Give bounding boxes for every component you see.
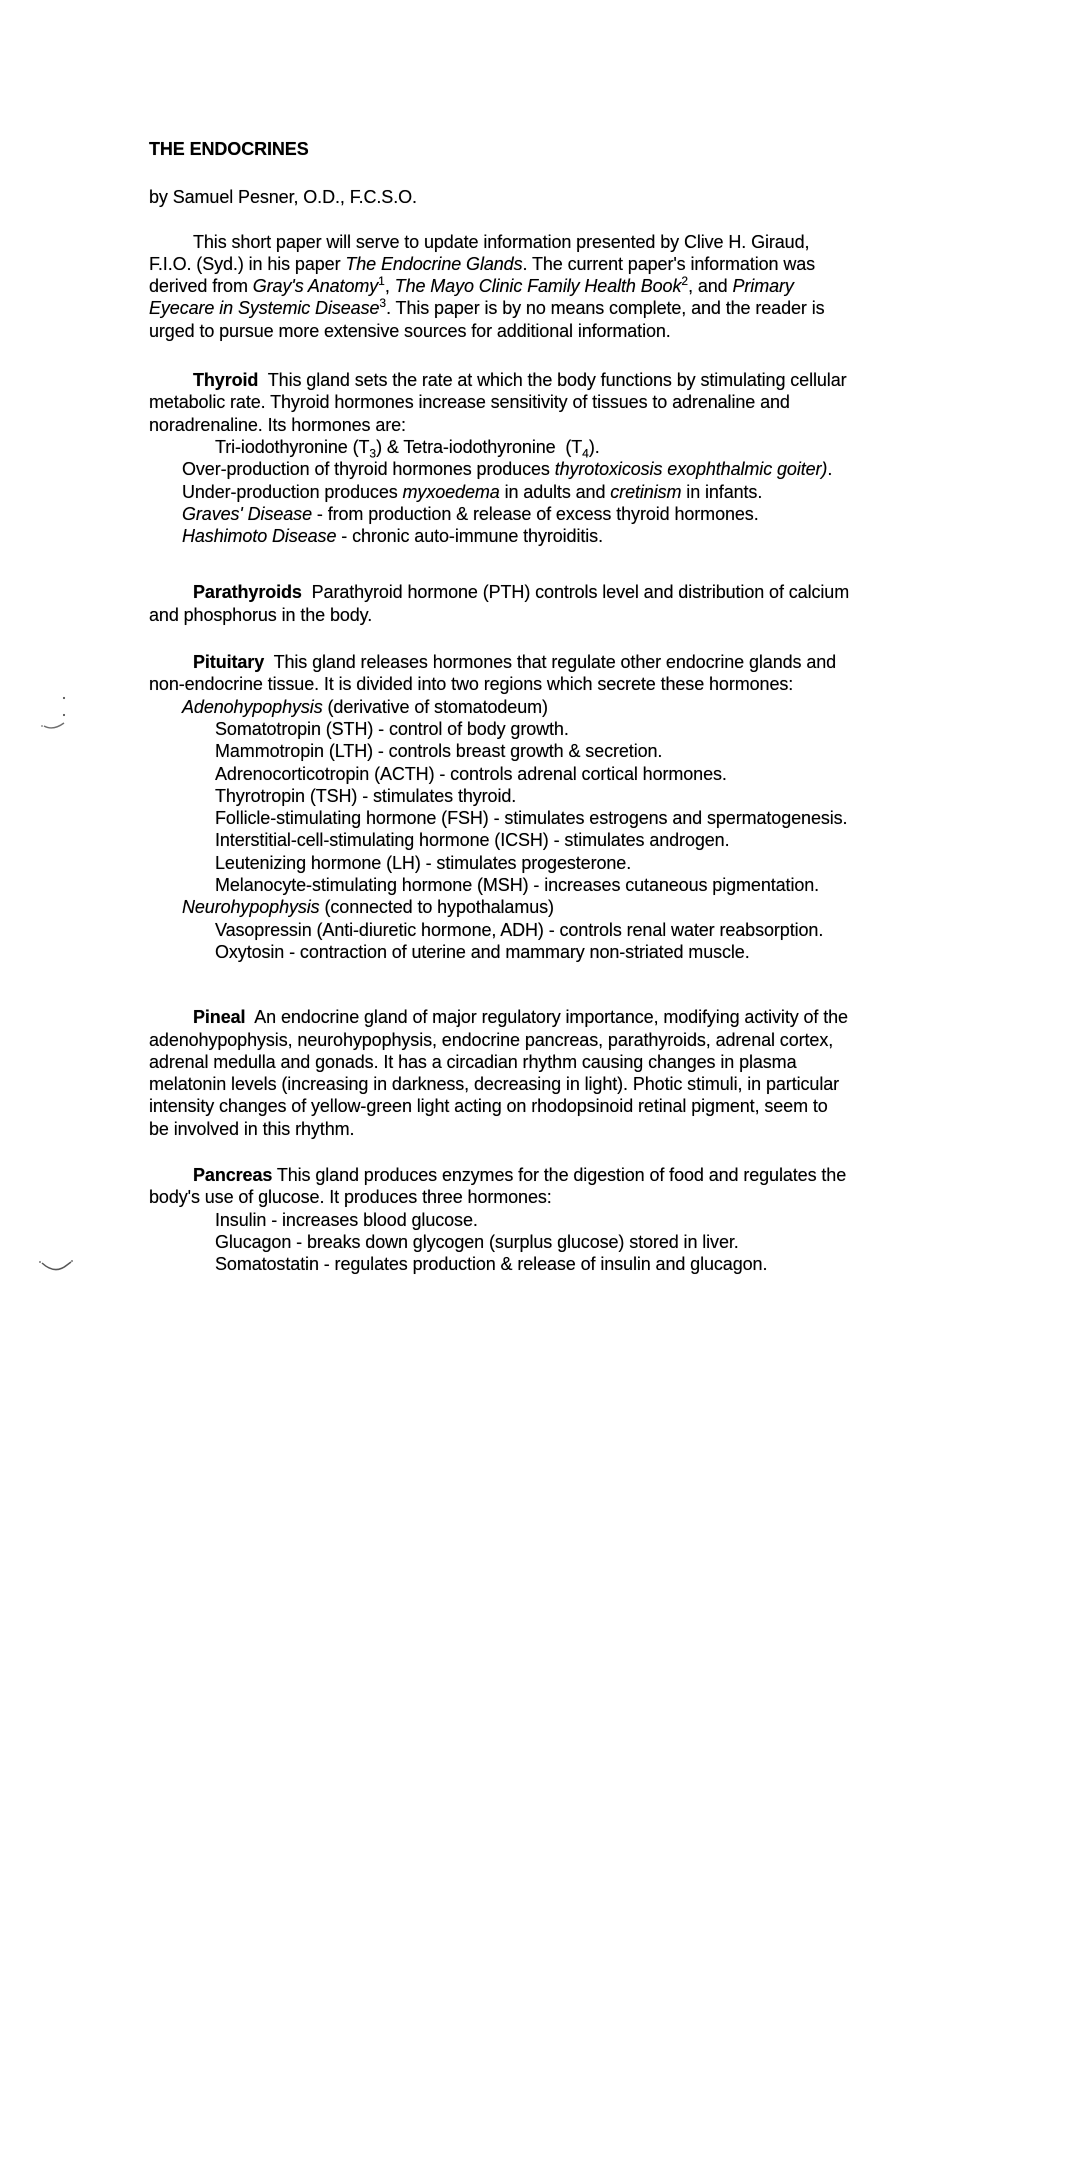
text-segment: (connected to hypothalamus) [319,897,554,918]
text-line [149,651,949,673]
text-segment: An endocrine gland of major regulatory importance, modifying activity of the [245,1007,848,1028]
text-segment: adrenal medulla and gonads. It has a circadian rhythm causing changes in plasma [149,1051,797,1072]
text-segment: melatonin levels (increasing in darkness, decreasing in light). Photic stimuli, in particular [149,1074,840,1095]
text-line [149,1073,949,1095]
parathyroids-section [149,581,949,626]
text-line [149,1118,949,1140]
text-segment: Somatostatin - regulates production & release of insulin and glucagon. [215,1254,768,1275]
text-line [149,785,949,807]
text-segment: F.I.O. (Syd.) in his paper [149,253,346,274]
text-segment: noradrenaline. Its hormones are: [149,414,406,435]
text-line [149,525,949,547]
pen-swoosh-mark [36,1256,82,1280]
text-line [149,829,949,851]
text-line [149,807,949,829]
text-line [149,604,949,626]
text-segment: - chronic auto-immune thyroiditis. [336,526,603,547]
text-segment: Thyroid [193,370,259,391]
document [149,138,949,1275]
text-line [149,919,949,941]
text-line [149,1029,949,1051]
text-segment: Gray's Anatomy [252,276,379,297]
text-segment: . This paper is by no means complete, and the reader is [386,298,825,319]
text-segment: . [827,459,833,480]
text-segment: Eyecare in Systemic Disease [149,298,380,319]
text-segment: in infants. [681,481,763,502]
text-segment: Insulin - increases blood glucose. [215,1209,478,1230]
text-line [149,275,949,297]
text-line [149,852,949,874]
text-segment: Parathyroid hormone (PTH) controls level and distribution of calcium [301,582,850,603]
text-segment: adenohypophysis, neurohypophysis, endocrine pancreas, parathyroids, adrenal cortex, [149,1029,834,1050]
text-segment: Leutenizing hormone (LH) - stimulates progesterone. [215,852,632,873]
text-segment: Oxytosin - contraction of uterine and mammary non-striated muscle. [215,941,750,962]
text-segment: Adrenocorticotropin (ACTH) - controls adrenal cortical hormones. [215,763,727,784]
text-segment: intensity changes of yellow-green light acting on rhodopsinoid retinal pigment, seem to [149,1096,828,1117]
text-segment: cretinism [610,481,682,502]
text-segment: body's use of glucose. It produces three hormones: [149,1187,552,1208]
text-segment: Pancreas [193,1164,273,1185]
text-segment: 4 [582,446,589,461]
text-segment: Follicle-stimulating hormone (FSH) - stimulates estrogens and spermatogenesis. [215,808,848,829]
document-byline: by Samuel Pesner, O.D., F.C.S.O. [149,187,417,208]
text-segment: This gland releases hormones that regulate other endocrine glands and [264,652,837,673]
text-line [149,297,949,319]
text-segment: myxoedema [402,481,500,502]
text-segment: urged to pursue more extensive sources for additional information. [149,320,671,341]
text-segment: - from production & release of excess thyroid hormones. [312,503,759,524]
text-segment: 1 [378,274,385,289]
text-line [149,1006,949,1028]
text-segment: ). [588,436,600,457]
text-segment: Parathyroids [193,582,302,603]
text-line [149,369,949,391]
text-segment: 3 [379,296,387,311]
text-segment: non-endocrine tissue. It is divided into two regions which secrete these hormones: [149,674,794,695]
text-line [149,896,949,918]
text-segment: Pineal [193,1007,246,1028]
text-line [149,1231,949,1253]
text-segment: This gland sets the rate at which the body functions by stimulating cellular [258,370,847,391]
text-line [149,231,949,253]
text-segment: Pituitary [193,652,265,673]
text-segment: Mammotropin (LTH) - controls breast growth & secretion. [215,741,663,762]
text-line [149,581,949,603]
text-line [149,481,949,503]
text-segment: 3 [369,446,377,461]
text-segment: Interstitial-cell-stimulating hormone (ICSH) - stimulates androgen. [215,830,730,851]
text-segment: Over-production of thyroid hormones produces [182,459,555,480]
text-segment: Adenohypophysis [182,696,323,717]
text-segment: ) & Tetra-iodothyronine (T [376,436,583,457]
text-line [149,436,949,461]
text-line [149,1253,949,1275]
text-segment: This gland produces enzymes for the digestion of food and regulates the [272,1164,847,1185]
text-line [149,1164,949,1186]
text-line [149,391,949,413]
text-segment: (derivative of stomatodeum) [322,696,548,717]
text-line [149,1051,949,1073]
text-segment: Primary [732,276,794,297]
text-line [149,1186,949,1208]
text-segment: Thyrotropin (TSH) - stimulates thyroid. [215,785,517,806]
text-line [149,718,949,740]
text-segment: This short paper will serve to update information presented by Clive H. Giraud, [193,231,810,252]
text-line [149,1095,949,1117]
text-line [149,1209,949,1231]
text-segment: and phosphorus in the body. [149,604,373,625]
pen-dots-mark [40,690,80,734]
text-line [149,941,949,963]
text-segment: Under-production produces [182,481,403,502]
text-line [149,763,949,785]
text-line [149,673,949,695]
text-segment: Melanocyte-stimulating hormone (MSH) - increases cutaneous pigmentation. [215,875,820,896]
text-segment: Graves' Disease [182,503,312,524]
text-segment: be involved in this rhythm. [149,1118,355,1139]
text-line [149,253,949,275]
text-segment: Somatotropin (STH) - control of body growth. [215,718,569,739]
text-segment: , and [688,276,733,297]
text-line [149,503,949,525]
text-segment: Hashimoto Disease [182,526,337,547]
pancreas-section [149,1164,949,1275]
intro-paragraph [149,231,949,342]
pineal-section [149,1006,949,1140]
text-line [149,414,949,436]
text-line [149,320,949,342]
text-line [149,458,949,480]
text-segment: The Endocrine Glands [345,253,523,274]
text-segment: thyrotoxicosis exophthalmic goiter) [554,459,828,480]
text-segment: Vasopressin (Anti-diuretic hormone, ADH) - controls renal water reabsorption. [215,919,824,940]
text-segment: The Mayo Clinic Family Health Book [394,276,682,297]
text-segment: , [384,276,395,297]
text-segment: Glucagon - breaks down glycogen (surplus glucose) stored in liver. [215,1231,739,1252]
text-segment: 2 [681,274,689,289]
text-segment: in adults and [499,481,611,502]
text-segment: metabolic rate. Thyroid hormones increase sensitivity of tissues to adrenaline and [149,392,790,413]
text-segment: Tri-iodothyronine (T [215,436,370,457]
text-segment: Neurohypophysis [182,897,320,918]
text-line [149,740,949,762]
pituitary-section [149,651,949,963]
document-body [149,231,949,1276]
text-line [149,696,949,718]
document-title: THE ENDOCRINES [149,139,309,159]
text-line [149,874,949,896]
text-segment: . The current paper's information was [522,253,816,274]
text-segment: derived from [149,276,253,297]
thyroid-section [149,369,949,547]
